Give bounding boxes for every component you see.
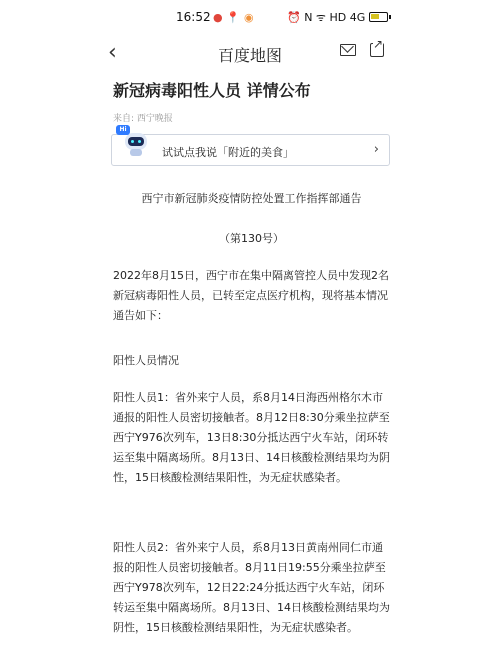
ai-assistant-prompt[interactable] (111, 126, 390, 166)
article-title: 新冠病毒阳性人员 详情公布 (113, 81, 311, 100)
status-time: 16:52 (176, 10, 211, 24)
notification-icon: ● (213, 11, 223, 24)
intro-paragraph: 2022年8月15日，西宁市在集中隔离管控人员中发现2名新冠病毒阳性人员，已转至定点医疗机构，现将基本情况通告如下： (113, 269, 389, 322)
back-icon[interactable]: ‹ (108, 40, 117, 65)
status-icons: ⏰ N ᯤ HD 4G (287, 11, 366, 24)
navigation-bar (0, 34, 500, 72)
hi-badge: Hi (116, 125, 130, 135)
mail-icon[interactable] (340, 44, 356, 56)
person-1-paragraph: 阳性人员1：省外来宁人员，系8月14日海西州格尔木市通报的阳性人员密切接触者。8月12日8:30分乘坐拉萨至西宁Y976次列车，13日8:30分抵达西宁火车站，闭环转运至集中隔离场所。8月13日、14日核酸检测结果均为阴性，15日核酸检测结果阳性，为无症状感染者。 (113, 391, 390, 484)
notice-number: （第130号） (219, 232, 284, 245)
page-title: 百度地图 (217, 46, 282, 65)
robot-icon (119, 125, 148, 155)
ai-prompt-text: 试试点我说「附近的美食」 (162, 146, 294, 159)
chevron-right-icon: › (373, 142, 379, 157)
app-notification-icon: ◉ (244, 11, 254, 24)
status-bar (0, 0, 500, 34)
notice-heading: 西宁市新冠肺炎疫情防控处置工作指挥部通告 (141, 192, 362, 205)
article-source: 来自: 西宁晚报 (113, 114, 173, 124)
location-icon: 📍 (226, 11, 240, 24)
battery-icon (369, 12, 388, 22)
person-2-paragraph: 阳性人员2：省外来宁人员，系8月13日黄南州同仁市通报的阳性人员密切接触者。8月11日19:55分乘坐拉萨至西宁Y978次列车，12日22:24分抵达西宁火车站，闭环转运至集中隔离场所。8月13日、14日核酸检测结果均为阴性，15日核酸检测结果阳性，为无症状感染者。 (113, 541, 390, 634)
section-title: 阳性人员情况 (113, 354, 179, 367)
share-icon[interactable] (370, 43, 384, 57)
